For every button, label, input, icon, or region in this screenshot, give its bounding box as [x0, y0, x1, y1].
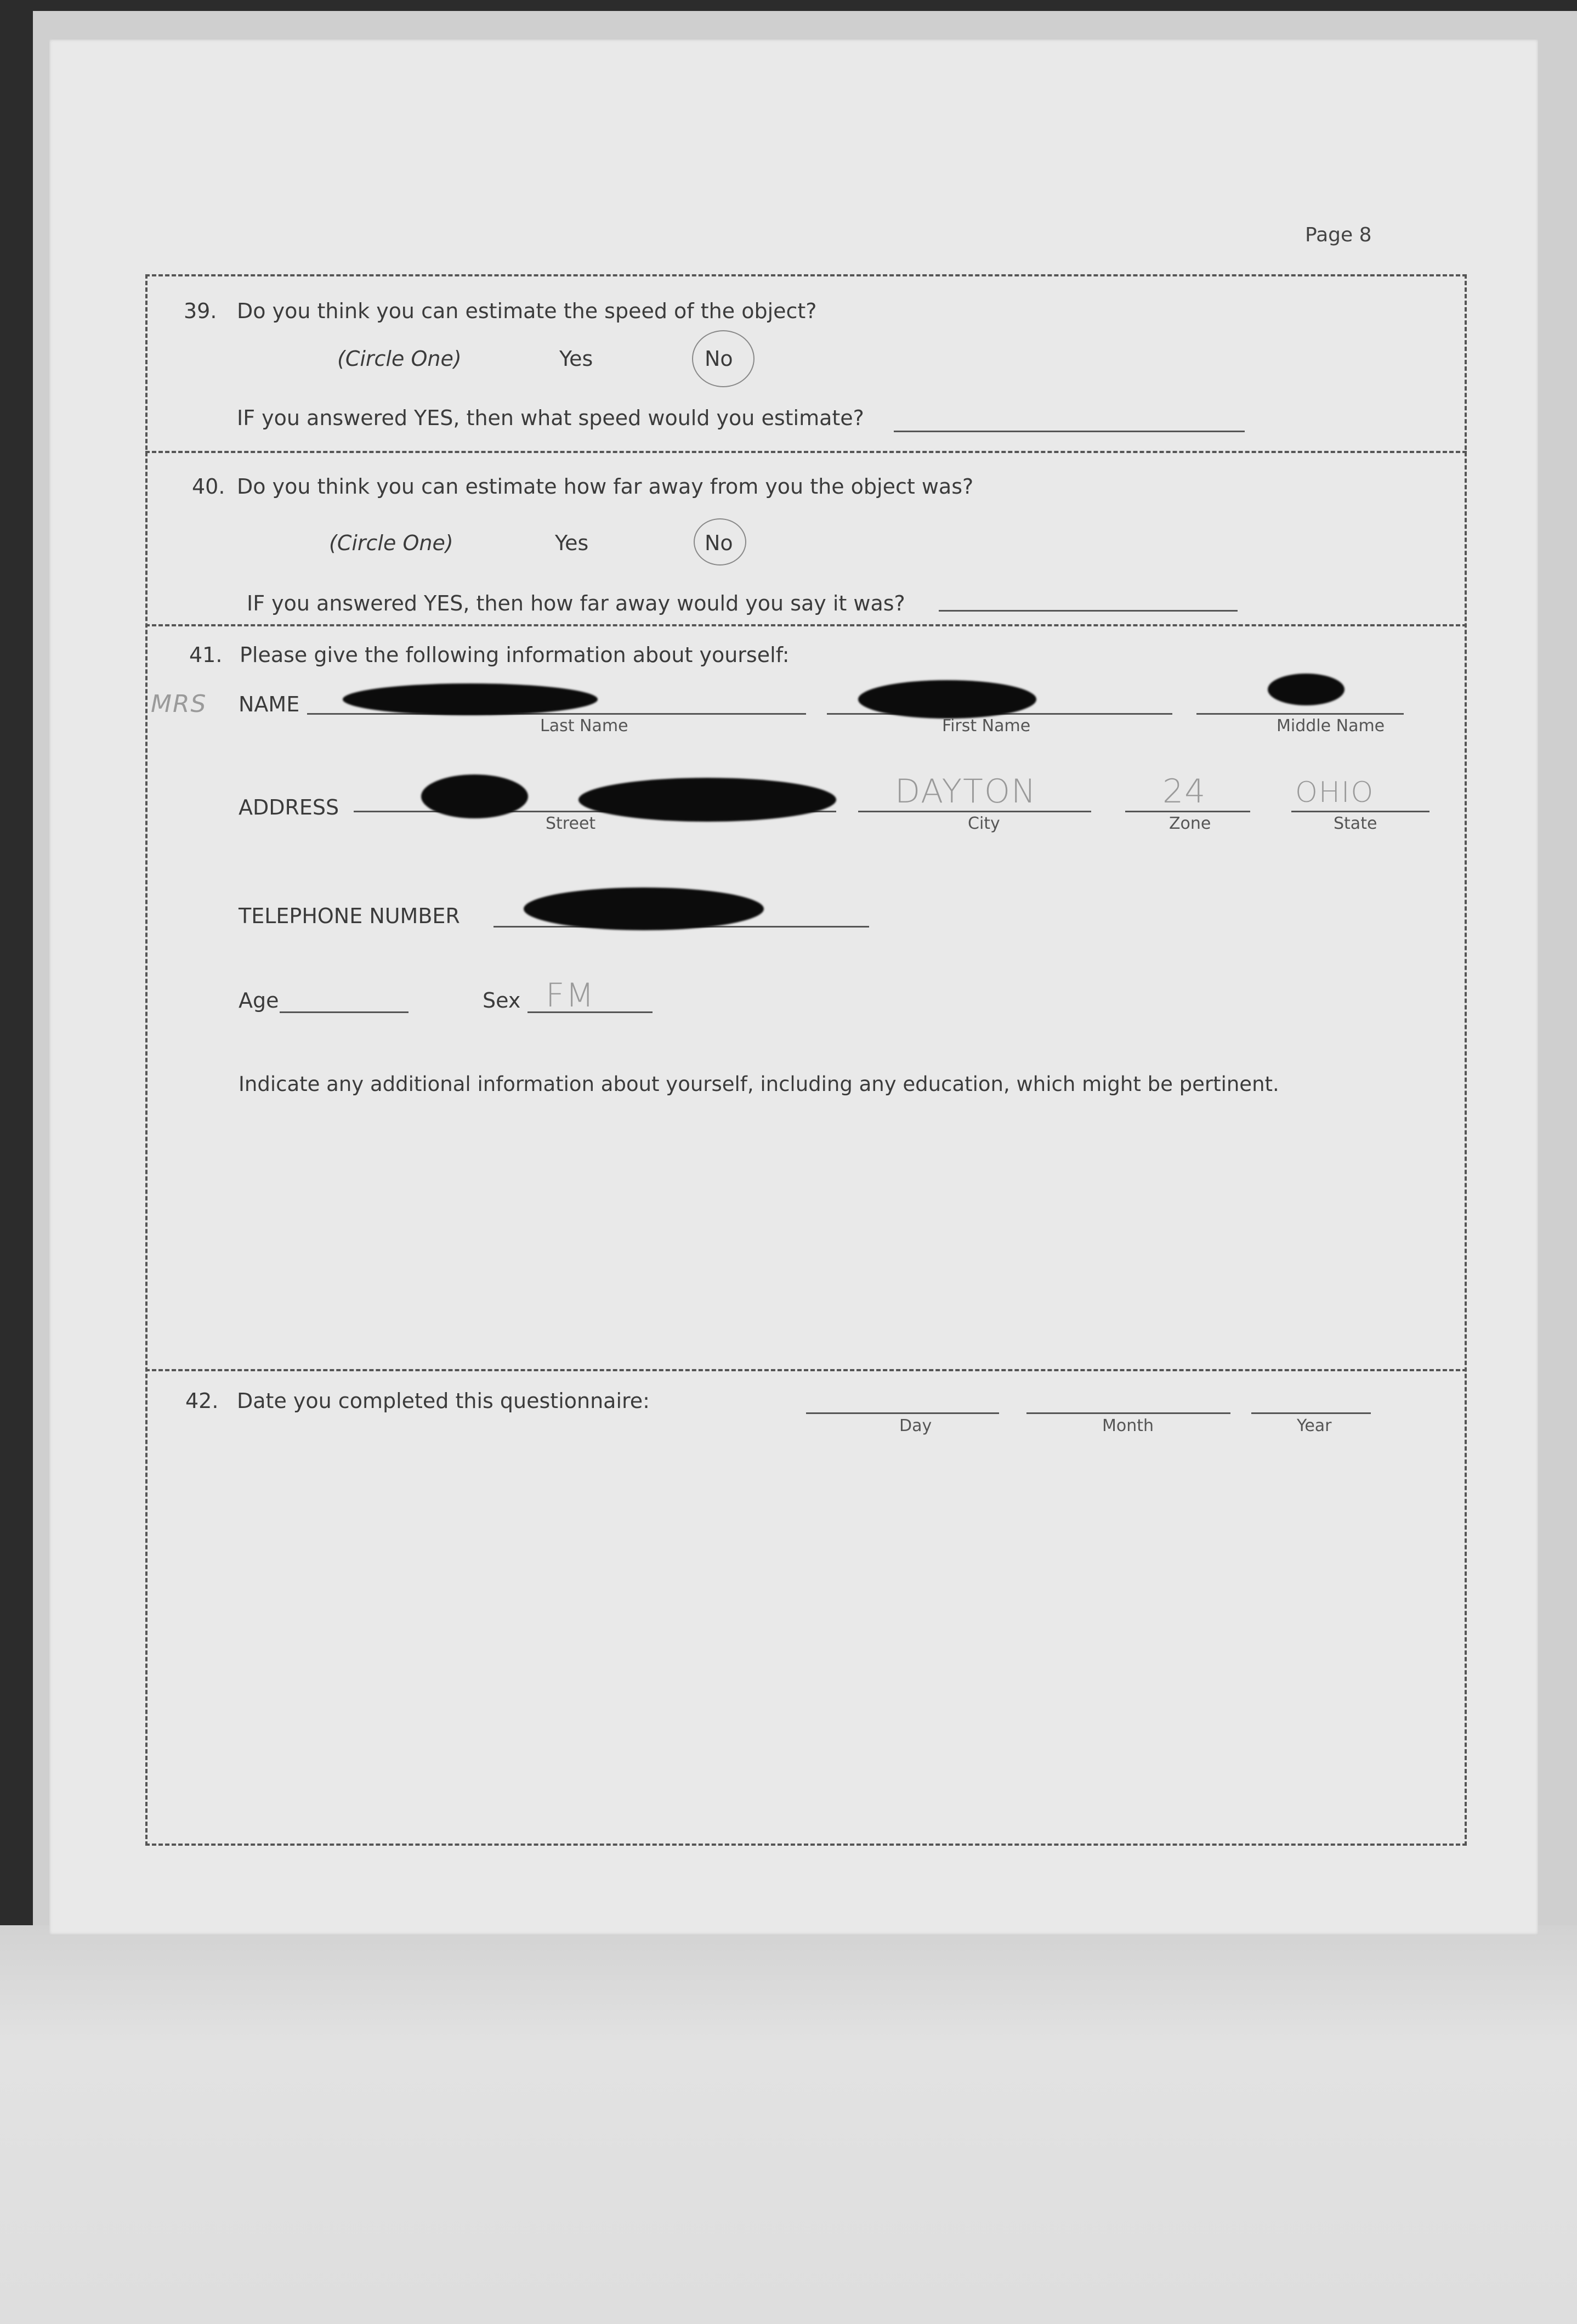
redaction-first-name — [858, 680, 1036, 719]
telephone-label: TELEPHONE NUMBER — [239, 904, 460, 928]
redaction-telephone — [524, 887, 764, 930]
age-label: Age — [239, 988, 279, 1013]
q40-question: Do you think you can estimate how far away from you the object was? — [237, 474, 974, 499]
q40-yes-option[interactable]: Yes — [555, 531, 589, 555]
state-handwritten: OHIO — [1295, 776, 1375, 809]
middle-name-field[interactable] — [1196, 713, 1404, 715]
margin-note-mrs: MRS — [151, 690, 207, 718]
divider-41-42 — [145, 1369, 1467, 1371]
q42-question: Date you completed this questionnaire: — [237, 1389, 650, 1413]
q39-number: 39. — [184, 299, 217, 323]
last-name-field[interactable] — [307, 713, 806, 715]
q39-question: Do you think you can estimate the speed of the object? — [237, 299, 817, 323]
redaction-middle-name — [1268, 674, 1345, 705]
year-caption: Year — [1297, 1416, 1332, 1435]
q40-number: 40. — [192, 474, 225, 499]
state-field[interactable] — [1291, 811, 1429, 812]
additional-info-prompt: Indicate any additional information about yourself, including any education, which might be pertinent. — [239, 1072, 1279, 1096]
divider-40-41 — [145, 624, 1467, 626]
zone-handwritten: 24 — [1162, 772, 1207, 811]
city-handwritten: DAYTON — [895, 772, 1037, 811]
city-caption: City — [968, 814, 1000, 833]
q39-no-option[interactable]: No — [705, 347, 733, 371]
month-field[interactable] — [1026, 1412, 1230, 1414]
sex-handwritten: FM — [546, 976, 595, 1015]
sex-label: Sex — [483, 988, 521, 1013]
middle-name-caption: Middle Name — [1277, 716, 1385, 736]
redaction-last-name — [343, 683, 598, 715]
q41-number: 41. — [189, 643, 223, 667]
zone-caption: Zone — [1169, 814, 1211, 833]
q40-followup: IF you answered YES, then how far away would you say it was? — [247, 591, 905, 615]
scan-bottom-margin — [0, 1925, 1577, 2324]
q39-circle-one: (Circle One) — [337, 347, 462, 371]
q41-question: Please give the following information about yourself: — [240, 643, 790, 667]
q42-number: 42. — [185, 1389, 219, 1413]
city-field[interactable] — [858, 811, 1091, 812]
q39-speed-field[interactable] — [894, 431, 1245, 432]
form-border — [145, 274, 1467, 1846]
divider-39-40 — [145, 451, 1467, 453]
address-label: ADDRESS — [239, 795, 339, 819]
year-field[interactable] — [1251, 1412, 1371, 1414]
redaction-street-name — [578, 778, 836, 822]
q40-no-option[interactable]: No — [705, 531, 733, 555]
day-caption: Day — [899, 1416, 932, 1435]
day-field[interactable] — [806, 1412, 999, 1414]
name-label: NAME — [239, 692, 300, 716]
month-caption: Month — [1102, 1416, 1154, 1435]
q40-circle-one: (Circle One) — [329, 531, 453, 555]
zone-field[interactable] — [1125, 811, 1250, 812]
state-caption: State — [1334, 814, 1377, 833]
redaction-street-number — [421, 774, 528, 818]
street-caption: Street — [546, 814, 596, 833]
age-field[interactable] — [280, 1011, 409, 1013]
q39-followup: IF you answered YES, then what speed would you estimate? — [237, 406, 864, 430]
q40-distance-field[interactable] — [939, 610, 1238, 612]
first-name-caption: First Name — [942, 716, 1031, 736]
last-name-caption: Last Name — [540, 716, 628, 736]
page-number: Page 8 — [1305, 224, 1372, 246]
q39-yes-option[interactable]: Yes — [559, 347, 593, 371]
